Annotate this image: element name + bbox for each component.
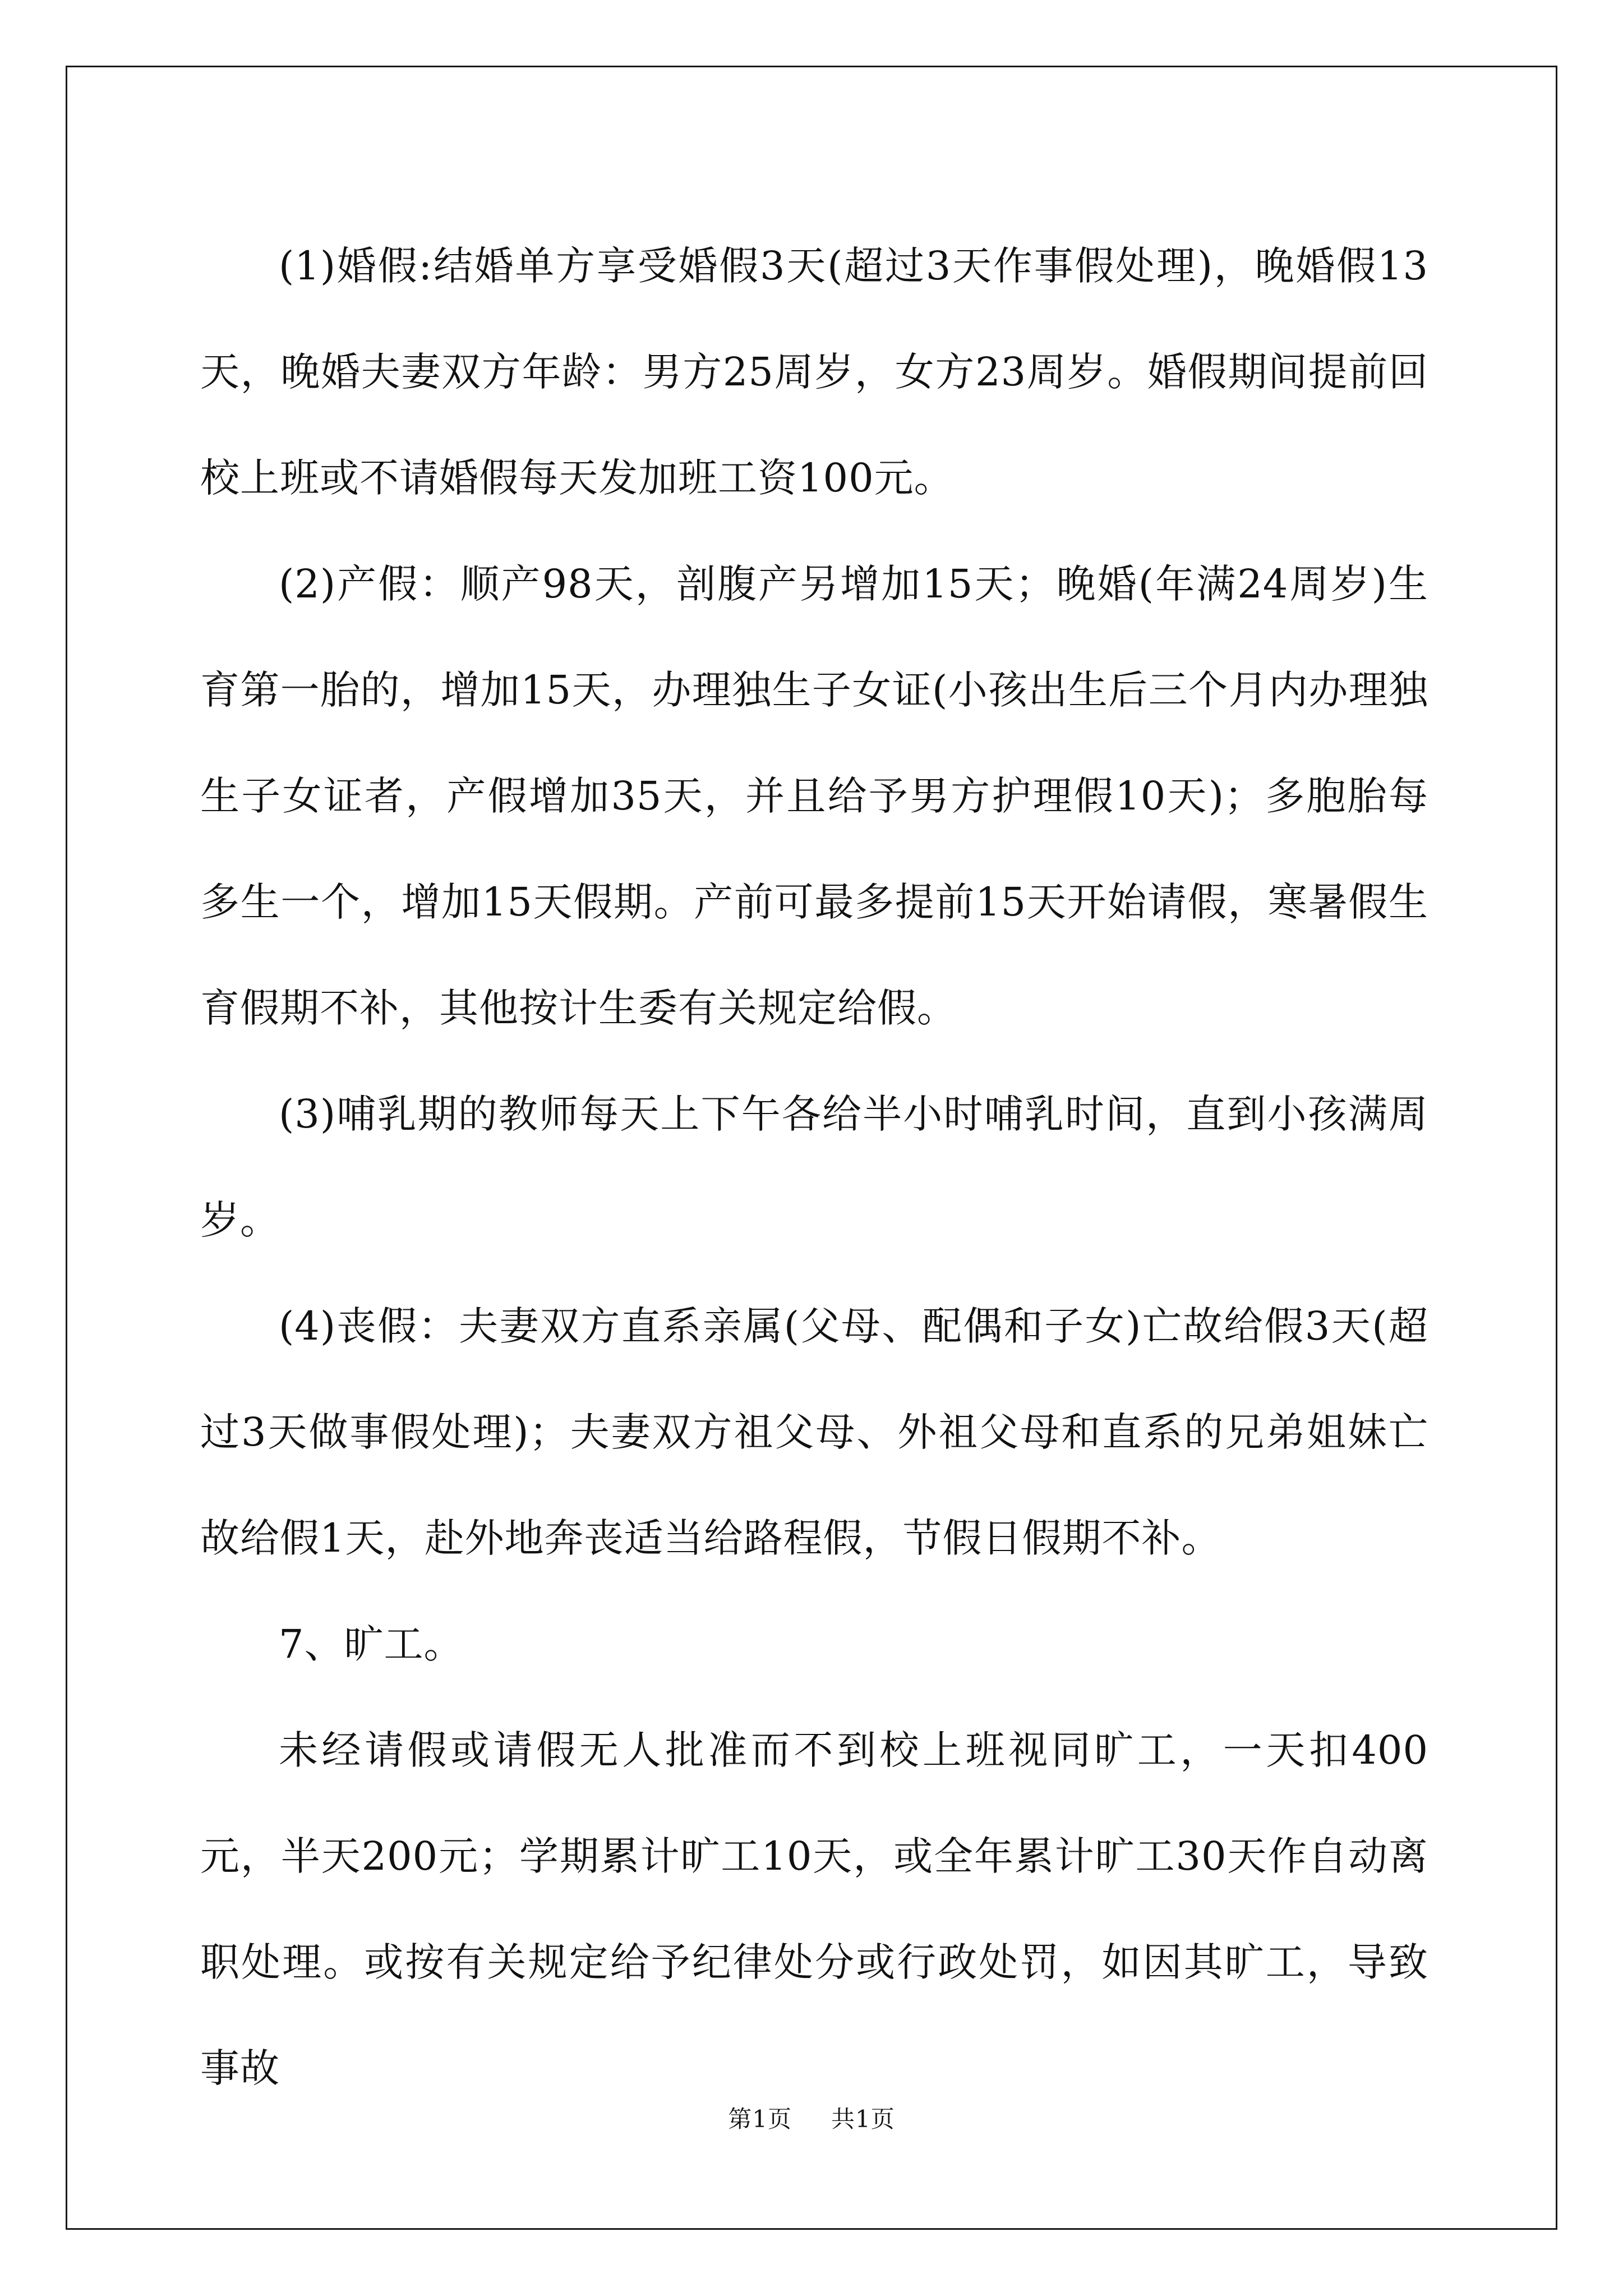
paragraph-nursing-time: (3)哺乳期的教师每天上下午各给半小时哺乳时间，直到小孩满周岁。 — [200, 1091, 1428, 1243]
paragraph-maternity-leave: (2)产假：顺产98天，剖腹产另增加15天；晚婚(年满24周岁)生育第一胎的，增加15天，办理独生子女证(小孩出生后三个月内办理独生子女证者，产假增加35天，并且给予男方护理假10天)；多胞胎每多生一个，增加15天假期。产前可最多提前15天开始请假，寒暑假生育假期不补，其他按计生委有关规定给假。 — [200, 561, 1428, 1031]
paragraph-marriage-leave: (1)婚假:结婚单方享受婚假3天(超过3天作事假处理)，晚婚假13天，晚婚夫妻双方年龄：男方25周岁，女方23周岁。婚假期间提前回校上班或不请婚假每天发加班工资100元。 — [200, 243, 1428, 501]
page-number: 第1页 — [728, 2105, 792, 2133]
document-body — [200, 213, 1428, 2122]
page-total: 共1页 — [831, 2105, 895, 2133]
paragraph-absenteeism-rules: 未经请假或请假无人批准而不到校上班视同旷工，一天扣400元，半天200元；学期累计旷工10天，或全年累计旷工30天作自动离职处理。或按有关规定给予纪律处分或行政处罚，如因其旷工，导致事故 — [200, 1727, 1428, 2091]
section-heading-absenteeism: 7、旷工。 — [279, 1621, 464, 1667]
paragraph-bereavement-leave: (4)丧假：夫妻双方直系亲属(父母、配偶和子女)亡故给假3天(超过3天做事假处理)；夫妻双方祖父母、外祖父母和直系的兄弟姐妹亡故给假1天，赴外地奔丧适当给路程假，节假日假期不补。 — [200, 1303, 1428, 1561]
page-footer — [0, 2101, 1623, 2134]
